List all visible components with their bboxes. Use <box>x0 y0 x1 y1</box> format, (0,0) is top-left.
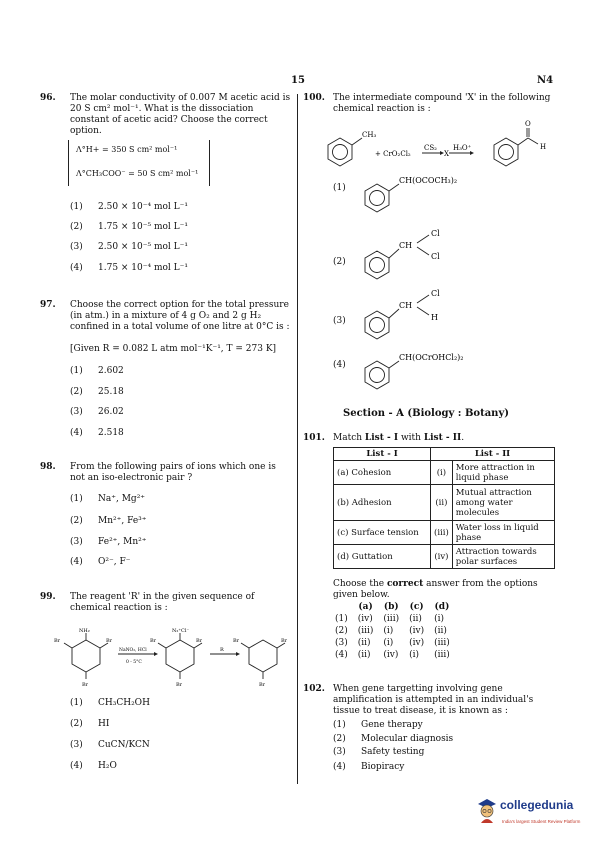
svg-text:Br: Br <box>281 638 288 644</box>
q102-text: When gene targetting involving gene amplification is attempted in an individual's tissue to treat disease, it is known as : <box>333 684 534 716</box>
q101-option-3[interactable]: (3) (ii) (i) (iv) (iii) <box>335 637 450 648</box>
q101-answer-grid: (a) (b) (c) (d) (1) (iv) (iii) (ii) (i) (2) (iii) (i) (iv) (ii) (3) (ii) (i) (iv) (iii) (4) (ii) (iv) (i) (iii) <box>330 602 455 661</box>
svg-text:Br: Br <box>82 682 89 688</box>
q96-option-3[interactable]: (3) 2.50 × 10⁻⁵ mol L⁻¹ <box>70 242 188 252</box>
q99-option-1[interactable]: (1) CH₃CH₂OH <box>70 698 150 708</box>
q100-option-2-label[interactable]: (2) <box>333 257 346 267</box>
q98-text: From the following pairs of ions which one is not an iso-electronic pair ? <box>70 462 276 483</box>
q101-number: 101. <box>303 433 325 443</box>
q100-number: 100. <box>303 93 325 103</box>
svg-text:N₂⁺Cl⁻: N₂⁺Cl⁻ <box>172 628 190 634</box>
q99-text: The reagent 'R' in the given sequence of chemical reaction is : <box>70 592 255 613</box>
svg-text:+ CrO₂Cl₂: + CrO₂Cl₂ <box>375 150 411 158</box>
svg-text:Br: Br <box>176 682 183 688</box>
column-divider <box>297 94 298 784</box>
q99-option-4[interactable]: (4) H₂O <box>70 761 117 771</box>
q96-given-2: Λ°CH₃COO⁻ = 50 S cm² mol⁻¹ <box>76 169 199 178</box>
q100-option-4-label[interactable]: (4) <box>333 360 346 370</box>
q96-number: 96. <box>40 93 56 103</box>
q102-number: 102. <box>303 684 325 694</box>
logo-name: collegedunia <box>500 798 574 812</box>
svg-text:CS₂: CS₂ <box>424 144 437 152</box>
svg-text:H: H <box>431 313 438 322</box>
svg-text:R: R <box>220 647 224 653</box>
q96-text: The molar conductivity of 0.007 M acetic acid is 20 S cm² mol⁻¹. What is the dissociation constant of acetic acid? Choose the correct option. <box>70 93 291 136</box>
svg-text:X: X <box>444 150 449 158</box>
svg-text:CH: CH <box>399 241 413 250</box>
table-row: (c) Surface tension (iii) Water loss in liquid phase <box>334 521 555 545</box>
svg-text:Br: Br <box>54 638 61 644</box>
svg-text:NaNO₂, HCl: NaNO₂, HCl <box>119 648 147 653</box>
q101-choose-text: Choose the correct answer from the options given below. <box>333 579 538 600</box>
svg-text:CH₃: CH₃ <box>362 131 377 139</box>
svg-text:Br: Br <box>233 638 240 644</box>
q101-match-table <box>333 447 555 569</box>
q97-given: [Given R = 0.082 L atm mol⁻¹K⁻¹, T = 273 K] <box>70 344 277 354</box>
q97-option-1[interactable]: (1) 2.602 <box>70 366 124 376</box>
paper-code: N4 <box>537 75 554 86</box>
q97-option-3[interactable]: (3) 26.02 <box>70 407 124 417</box>
logo-tagline: India's largest Student Review Platform <box>502 819 581 824</box>
q96-option-1[interactable]: (1) 2.50 × 10⁻⁴ mol L⁻¹ <box>70 202 188 212</box>
svg-text:Br: Br <box>106 638 113 644</box>
q100-option-3-label[interactable]: (3) <box>333 316 346 326</box>
svg-text:0 - 5°C: 0 - 5°C <box>126 660 142 665</box>
table-row: (a) Cohesion (i) More attraction in liquid phase <box>334 461 555 485</box>
table-row: (b) Adhesion (ii) Mutual attraction among water molecules <box>334 485 555 521</box>
q100-reaction-scheme <box>320 118 560 174</box>
svg-text:H: H <box>540 143 547 151</box>
svg-text:Cl: Cl <box>431 252 440 261</box>
collegedunia-logo[interactable] <box>476 796 588 828</box>
q97-option-4[interactable]: (4) 2.518 <box>70 428 124 438</box>
q98-number: 98. <box>40 462 56 472</box>
q98-option-2[interactable]: (2) Mn²⁺, Fe³⁺ <box>70 516 147 526</box>
q102-option-3[interactable]: (3) Safety testing <box>333 747 425 757</box>
svg-text:CH(OCOCH₃)₂: CH(OCOCH₃)₂ <box>399 176 458 185</box>
q96-option-2[interactable]: (2) 1.75 × 10⁻⁵ mol L⁻¹ <box>70 222 188 232</box>
q100-option-3-structure[interactable] <box>355 285 505 345</box>
q101-option-1[interactable]: (1) (iv) (iii) (ii) (i) <box>335 613 444 624</box>
svg-text:H₃O⁺: H₃O⁺ <box>453 144 472 152</box>
q97-number: 97. <box>40 300 56 310</box>
q98-option-1[interactable]: (1) Na⁺, Mg²⁺ <box>70 494 146 504</box>
svg-text:Cl: Cl <box>431 229 440 238</box>
q96-option-4[interactable]: (4) 1.75 × 10⁻⁴ mol L⁻¹ <box>70 263 188 273</box>
q102-option-4[interactable]: (4) Biopiracy <box>333 762 405 772</box>
q100-text: The intermediate compound 'X' in the following chemical reaction is : <box>333 93 551 114</box>
q99-option-2[interactable]: (2) HI <box>70 719 110 729</box>
q100-option-1-label[interactable]: (1) <box>333 183 346 193</box>
svg-text:O: O <box>525 120 531 128</box>
section-title: Section - A (Biology : Botany) <box>343 408 509 419</box>
svg-text:CH(OCrOHCl₂)₂: CH(OCrOHCl₂)₂ <box>399 353 464 362</box>
table-row: (d) Guttation (iv) Attraction towards polar surfaces <box>334 545 555 569</box>
svg-text:Br: Br <box>259 682 266 688</box>
q100-option-2-structure[interactable] <box>355 225 505 285</box>
q100-option-1-structure[interactable] <box>355 168 505 216</box>
q101-text: Match List - I with List - II. <box>333 433 465 443</box>
q99-reaction-scheme <box>30 622 295 694</box>
list1-header: List - I <box>334 448 431 461</box>
student-mascot-icon <box>476 798 498 824</box>
q100-option-4-structure[interactable] <box>355 345 505 395</box>
svg-text:Cl: Cl <box>431 289 440 298</box>
list2-header: List - II <box>431 448 555 461</box>
page-number: 15 <box>291 75 305 86</box>
q99-option-3[interactable]: (3) CuCN/KCN <box>70 740 150 750</box>
q97-option-2[interactable]: (2) 25.18 <box>70 387 124 397</box>
svg-text:Br: Br <box>150 638 157 644</box>
q102-option-2[interactable]: (2) Molecular diagnosis <box>333 734 454 744</box>
svg-text:NH₂: NH₂ <box>79 628 90 634</box>
q102-option-1[interactable]: (1) Gene therapy <box>333 720 423 730</box>
q101-option-4[interactable]: (4) (ii) (iv) (i) (iii) <box>335 649 450 660</box>
q101-option-2[interactable]: (2) (iii) (i) (iv) (ii) <box>335 625 447 636</box>
q99-number: 99. <box>40 592 56 602</box>
q97-text: Choose the correct option for the total pressure (in atm.) in a mixture of 4 g O₂ and 2 g H₂ confined in a total volume of one litre at 0°C is : <box>70 300 290 332</box>
svg-text:Br: Br <box>196 638 203 644</box>
q98-option-3[interactable]: (3) Fe²⁺, Mn²⁺ <box>70 537 147 547</box>
q98-option-4[interactable]: (4) O²⁻, F⁻ <box>70 557 131 567</box>
svg-text:CH: CH <box>399 301 413 310</box>
q96-given-1: Λ°H+ = 350 S cm² mol⁻¹ <box>76 145 178 154</box>
